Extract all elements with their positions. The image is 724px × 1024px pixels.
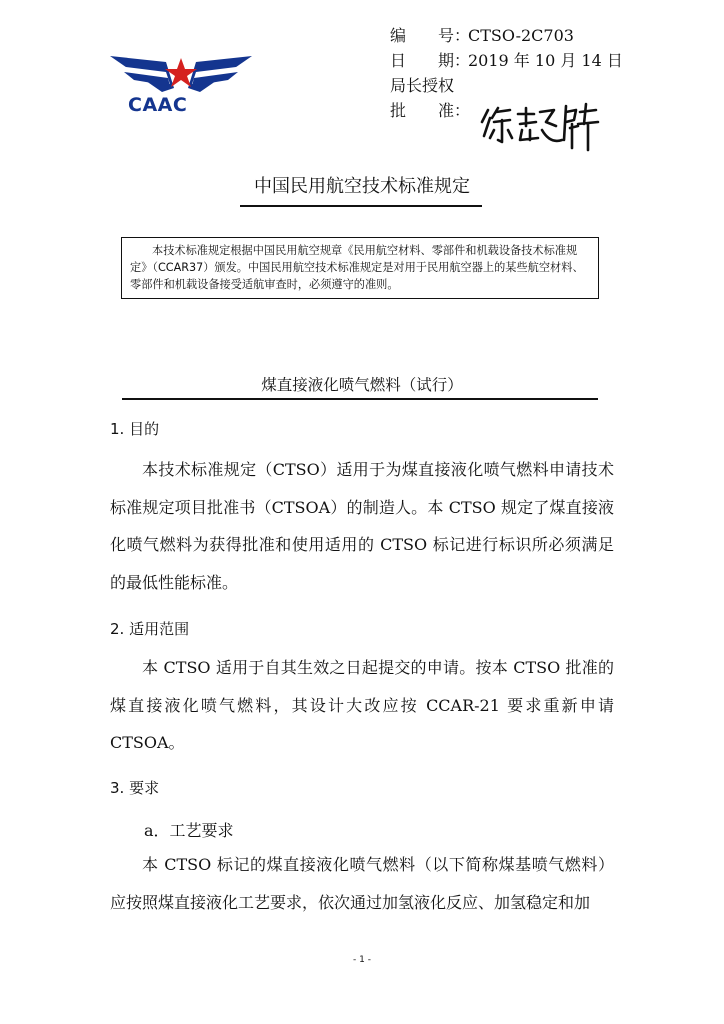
section-body-1: 本技术标准规定（CTSO）适用于为煤直接液化喷气燃料申请技术标准规定项目批准书（CTSOA）的制造人。本 CTSO 规定了煤直接液化喷气燃料为获得批准和使用适用的 CTSO 标记进行标识所必须满足的最低性能标准。 [110,460,614,592]
notice-box: 本技术标准规定根据中国民用航空规章《民用航空材料、零部件和机载设备技术标准规定》（CCAR37）颁发。中国民用航空技术标准规定是对用于民用航空器上的某些航空材料、零部件和机载设备接受适航审查时，必须遵守的准则。 [121,237,599,299]
subsection-a-heading: a．工艺要求 [144,821,234,840]
document-number-value: CTSO-2C703 [468,26,574,45]
section-body-3: 本 CTSO 标记的煤直接液化喷气燃料（以下简称煤基喷气燃料）应按照煤直接液化工艺要求，依次通过加氢液化反应、加氢稳定和加 [110,855,614,912]
approve-label: 批 准： [390,101,471,120]
page-number: - 1 - [353,955,371,965]
section-heading-1: 1. 目的 [110,420,160,438]
title-underline [240,205,482,207]
document-date [390,50,623,72]
signature-icon [480,100,600,152]
section-heading-2: 2. 适用范围 [110,620,190,638]
logo-text: CAAC [128,94,188,116]
document-number-label: 编 号： [390,26,471,45]
document-date-label: 日 期： [390,51,471,70]
document-date-value: 2019 年 10 月 14 日 [468,51,623,70]
document-subtitle: 煤直接液化喷气燃料（试行） [261,376,463,394]
section-body-2: 本 CTSO 适用于自其生效之日起提交的申请。按本 CTSO 批准的煤直接液化喷气燃料，其设计大改应按 CCAR-21 要求重新申请 CTSOA。 [110,658,614,752]
document-number [390,25,574,47]
section-heading-3: 3. 要求 [110,779,160,797]
subtitle-underline [122,398,598,400]
authorized-label: 局长授权 [390,76,455,95]
document-title: 中国民用航空技术标准规定 [254,176,470,197]
